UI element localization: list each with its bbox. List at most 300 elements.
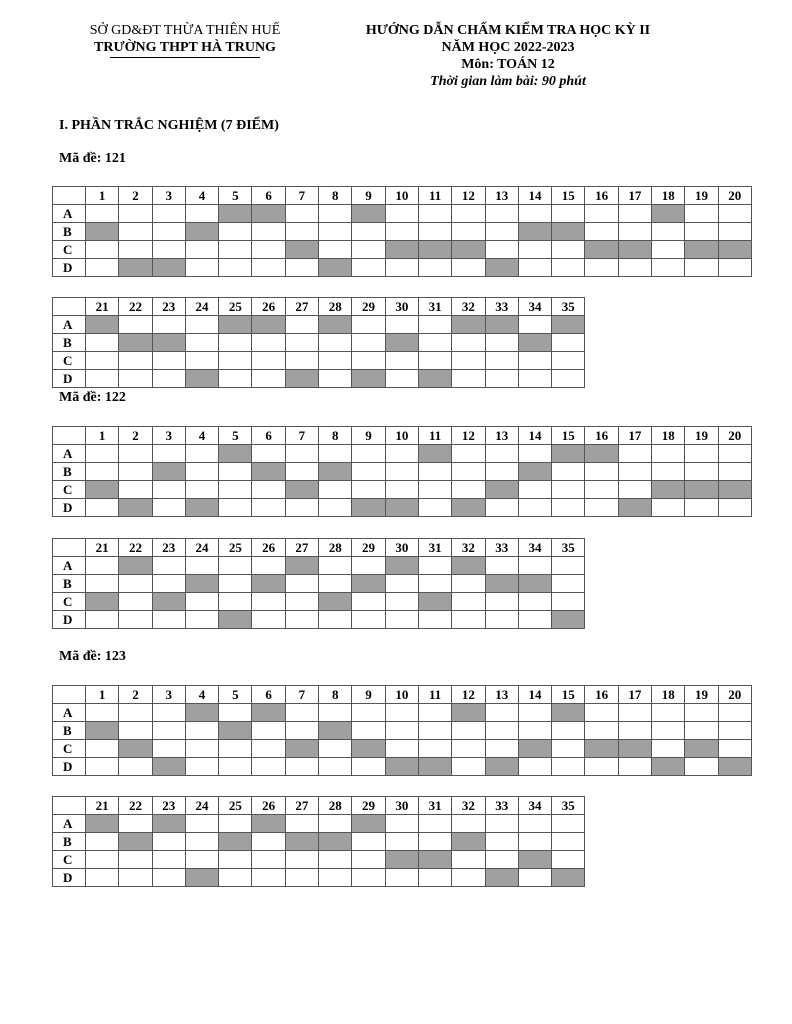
- option-label: A: [53, 205, 86, 223]
- question-number: 15: [552, 187, 585, 205]
- question-number: 25: [219, 298, 252, 316]
- option-row-b: [53, 334, 585, 352]
- answer-cell: [119, 241, 152, 259]
- question-number: 11: [418, 686, 451, 704]
- answer-cell-selected: [219, 316, 252, 334]
- option-row-a: [53, 445, 752, 463]
- answer-cell: [485, 833, 518, 851]
- answer-cell-selected: [352, 499, 385, 517]
- answer-cell: [385, 463, 418, 481]
- answer-cell: [685, 499, 718, 517]
- answer-cell: [452, 722, 485, 740]
- answer-cell: [485, 593, 518, 611]
- answer-cell: [252, 593, 285, 611]
- answer-cell: [185, 205, 218, 223]
- question-number: 9: [352, 427, 385, 445]
- corner-cell: [53, 797, 86, 815]
- answer-cell: [552, 851, 585, 869]
- exam-code-label: Mã đề: 122: [59, 390, 126, 405]
- answer-cell-selected: [152, 334, 185, 352]
- answer-cell-selected: [552, 869, 585, 887]
- question-number: 8: [319, 187, 352, 205]
- question-number: 22: [119, 298, 152, 316]
- answer-cell: [352, 352, 385, 370]
- answer-cell: [552, 557, 585, 575]
- answer-cell: [119, 722, 152, 740]
- answer-cell: [518, 704, 551, 722]
- answer-cell: [285, 316, 318, 334]
- answer-cell: [219, 740, 252, 758]
- question-number: 11: [418, 187, 451, 205]
- corner-cell: [53, 187, 86, 205]
- answer-cell: [452, 575, 485, 593]
- answer-cell-selected: [418, 851, 451, 869]
- answer-cell: [418, 722, 451, 740]
- answer-cell: [585, 259, 618, 277]
- question-number: 32: [452, 298, 485, 316]
- answer-grid-121-part1: [52, 186, 752, 277]
- school-underline: [110, 57, 260, 58]
- question-number: 13: [485, 427, 518, 445]
- answer-cell: [618, 481, 651, 499]
- answer-cell: [86, 352, 119, 370]
- answer-cell: [385, 481, 418, 499]
- answer-cell: [685, 205, 718, 223]
- answer-cell: [352, 223, 385, 241]
- answer-cell-selected: [685, 241, 718, 259]
- answer-cell: [452, 463, 485, 481]
- question-number: 34: [518, 539, 551, 557]
- question-number: 29: [352, 797, 385, 815]
- answer-cell: [652, 463, 685, 481]
- answer-cell: [319, 223, 352, 241]
- option-label: B: [53, 575, 86, 593]
- question-number-row: [53, 686, 752, 704]
- answer-cell: [518, 352, 551, 370]
- answer-cell: [618, 205, 651, 223]
- answer-cell: [452, 259, 485, 277]
- answer-cell: [86, 463, 119, 481]
- answer-cell-selected: [352, 815, 385, 833]
- option-row-c: [53, 481, 752, 499]
- option-label: B: [53, 223, 86, 241]
- answer-cell-selected: [552, 445, 585, 463]
- question-number: 27: [285, 539, 318, 557]
- answer-cell-selected: [452, 704, 485, 722]
- answer-cell-selected: [219, 205, 252, 223]
- answer-cell-selected: [385, 499, 418, 517]
- answer-cell-selected: [718, 758, 751, 776]
- answer-cell: [452, 758, 485, 776]
- answer-cell-selected: [418, 758, 451, 776]
- answer-cell: [652, 722, 685, 740]
- answer-cell: [452, 205, 485, 223]
- option-row-d: [53, 499, 752, 517]
- answer-cell: [86, 833, 119, 851]
- answer-cell: [285, 758, 318, 776]
- answer-grid-123-part1: [52, 685, 752, 776]
- answer-cell-selected: [685, 740, 718, 758]
- answer-cell: [585, 722, 618, 740]
- answer-cell-selected: [385, 241, 418, 259]
- answer-cell: [385, 833, 418, 851]
- answer-cell: [385, 370, 418, 388]
- option-label: D: [53, 259, 86, 277]
- answer-cell-selected: [385, 334, 418, 352]
- question-number: 14: [518, 187, 551, 205]
- answer-cell: [418, 316, 451, 334]
- option-label: A: [53, 445, 86, 463]
- answer-cell-selected: [152, 758, 185, 776]
- answer-cell: [485, 557, 518, 575]
- question-number: 22: [119, 797, 152, 815]
- option-label: C: [53, 740, 86, 758]
- answer-cell: [652, 704, 685, 722]
- answer-cell-selected: [86, 481, 119, 499]
- answer-cell: [552, 370, 585, 388]
- answer-cell: [152, 352, 185, 370]
- answer-cell-selected: [552, 316, 585, 334]
- answer-cell: [552, 352, 585, 370]
- answer-cell: [352, 557, 385, 575]
- answer-cell: [285, 611, 318, 629]
- option-label: A: [53, 815, 86, 833]
- question-number: 18: [652, 427, 685, 445]
- option-label: C: [53, 241, 86, 259]
- answer-cell-selected: [86, 722, 119, 740]
- answer-cell: [86, 611, 119, 629]
- question-number: 16: [585, 427, 618, 445]
- answer-cell: [385, 815, 418, 833]
- corner-cell: [53, 427, 86, 445]
- question-number: 7: [285, 427, 318, 445]
- answer-cell-selected: [252, 815, 285, 833]
- answer-cell-selected: [119, 557, 152, 575]
- answer-cell: [252, 869, 285, 887]
- answer-cell: [185, 815, 218, 833]
- answer-cell: [119, 205, 152, 223]
- corner-cell: [53, 539, 86, 557]
- answer-cell: [518, 557, 551, 575]
- question-number: 13: [485, 686, 518, 704]
- question-number: 11: [418, 427, 451, 445]
- question-number: 3: [152, 427, 185, 445]
- answer-cell: [119, 316, 152, 334]
- question-number: 10: [385, 187, 418, 205]
- answer-cell-selected: [552, 611, 585, 629]
- answer-cell: [618, 758, 651, 776]
- answer-cell: [585, 223, 618, 241]
- answer-cell-selected: [219, 722, 252, 740]
- answer-cell: [452, 593, 485, 611]
- answer-cell-selected: [352, 740, 385, 758]
- question-number: 30: [385, 797, 418, 815]
- answer-cell: [319, 851, 352, 869]
- answer-cell: [319, 205, 352, 223]
- answer-cell: [585, 499, 618, 517]
- answer-cell: [252, 758, 285, 776]
- answer-cell: [552, 833, 585, 851]
- question-number: 6: [252, 187, 285, 205]
- answer-cell: [185, 611, 218, 629]
- answer-cell: [552, 205, 585, 223]
- answer-cell: [185, 557, 218, 575]
- question-number: 30: [385, 539, 418, 557]
- question-number-row: [53, 187, 752, 205]
- answer-cell-selected: [552, 223, 585, 241]
- answer-cell: [285, 815, 318, 833]
- answer-cell: [552, 815, 585, 833]
- question-number: 34: [518, 797, 551, 815]
- answer-cell: [152, 611, 185, 629]
- answer-cell-selected: [152, 815, 185, 833]
- answer-cell: [252, 352, 285, 370]
- question-number: 35: [552, 539, 585, 557]
- subject: Môn: TOÁN 12: [461, 57, 555, 72]
- question-number: 32: [452, 539, 485, 557]
- answer-cell: [552, 481, 585, 499]
- option-row-d: [53, 758, 752, 776]
- answer-cell: [285, 463, 318, 481]
- answer-cell-selected: [185, 869, 218, 887]
- answer-cell: [352, 704, 385, 722]
- question-number: 23: [152, 298, 185, 316]
- answer-cell: [86, 334, 119, 352]
- answer-cell: [452, 815, 485, 833]
- answer-cell: [518, 833, 551, 851]
- answer-cell: [185, 352, 218, 370]
- question-number: 25: [219, 539, 252, 557]
- answer-cell: [518, 869, 551, 887]
- answer-cell: [285, 205, 318, 223]
- answer-cell: [385, 740, 418, 758]
- answer-cell: [252, 557, 285, 575]
- answer-cell-selected: [185, 575, 218, 593]
- answer-grid-122-part1: [52, 426, 752, 517]
- question-number: 7: [285, 686, 318, 704]
- question-number: 33: [485, 539, 518, 557]
- answer-cell: [385, 445, 418, 463]
- answer-cell: [685, 259, 718, 277]
- answer-cell: [352, 481, 385, 499]
- answer-cell: [319, 869, 352, 887]
- answer-cell: [618, 223, 651, 241]
- question-number: 31: [418, 797, 451, 815]
- answer-cell-selected: [585, 740, 618, 758]
- answer-cell-selected: [352, 205, 385, 223]
- answer-cell: [485, 815, 518, 833]
- answer-cell: [319, 740, 352, 758]
- answer-cell: [152, 205, 185, 223]
- option-label: D: [53, 370, 86, 388]
- answer-cell: [418, 611, 451, 629]
- answer-cell: [86, 259, 119, 277]
- answer-cell: [252, 611, 285, 629]
- answer-cell: [718, 704, 751, 722]
- answer-cell-selected: [252, 704, 285, 722]
- answer-cell-selected: [485, 869, 518, 887]
- answer-cell: [418, 869, 451, 887]
- answer-cell: [418, 463, 451, 481]
- answer-cell: [119, 481, 152, 499]
- answer-cell: [518, 499, 551, 517]
- answer-cell: [552, 259, 585, 277]
- answer-cell-selected: [185, 499, 218, 517]
- answer-cell: [252, 833, 285, 851]
- option-label: C: [53, 593, 86, 611]
- answer-cell: [518, 241, 551, 259]
- answer-cell: [219, 704, 252, 722]
- answer-cell: [285, 851, 318, 869]
- option-label: B: [53, 334, 86, 352]
- answer-cell: [219, 758, 252, 776]
- answer-cell: [152, 499, 185, 517]
- question-number: 1: [86, 686, 119, 704]
- answer-cell: [319, 334, 352, 352]
- answer-cell: [685, 445, 718, 463]
- answer-cell: [252, 722, 285, 740]
- answer-cell: [418, 499, 451, 517]
- answer-cell: [86, 851, 119, 869]
- answer-cell: [219, 499, 252, 517]
- answer-cell-selected: [418, 241, 451, 259]
- answer-cell: [285, 334, 318, 352]
- answer-cell-selected: [518, 463, 551, 481]
- answer-cell-selected: [452, 557, 485, 575]
- question-number: 23: [152, 539, 185, 557]
- answer-cell: [285, 352, 318, 370]
- question-number: 4: [185, 187, 218, 205]
- option-row-b: [53, 833, 585, 851]
- answer-cell-selected: [285, 740, 318, 758]
- question-number: 19: [685, 427, 718, 445]
- answer-cell: [352, 445, 385, 463]
- question-number: 14: [518, 686, 551, 704]
- answer-cell: [585, 463, 618, 481]
- answer-cell-selected: [618, 499, 651, 517]
- answer-cell-selected: [518, 740, 551, 758]
- answer-cell: [652, 241, 685, 259]
- answer-cell: [152, 316, 185, 334]
- answer-cell: [319, 241, 352, 259]
- answer-cell: [319, 499, 352, 517]
- answer-cell-selected: [452, 316, 485, 334]
- question-number: 19: [685, 187, 718, 205]
- question-number: 12: [452, 427, 485, 445]
- answer-cell: [685, 463, 718, 481]
- option-label: B: [53, 722, 86, 740]
- answer-cell: [618, 463, 651, 481]
- answer-cell: [452, 352, 485, 370]
- answer-cell: [252, 370, 285, 388]
- question-number: 18: [652, 187, 685, 205]
- answer-cell: [86, 241, 119, 259]
- answer-cell: [252, 851, 285, 869]
- answer-cell: [418, 704, 451, 722]
- corner-cell: [53, 298, 86, 316]
- answer-cell: [718, 223, 751, 241]
- answer-cell: [352, 316, 385, 334]
- answer-cell-selected: [319, 833, 352, 851]
- answer-cell-selected: [185, 370, 218, 388]
- answer-cell: [718, 499, 751, 517]
- answer-cell-selected: [119, 334, 152, 352]
- answer-cell: [485, 611, 518, 629]
- answer-cell: [685, 722, 718, 740]
- question-number: 33: [485, 298, 518, 316]
- answer-cell: [252, 259, 285, 277]
- answer-cell-selected: [119, 833, 152, 851]
- answer-cell-selected: [452, 499, 485, 517]
- answer-cell: [319, 481, 352, 499]
- answer-cell-selected: [252, 575, 285, 593]
- answer-cell: [718, 463, 751, 481]
- question-number: 25: [219, 797, 252, 815]
- option-row-b: [53, 463, 752, 481]
- question-number: 17: [618, 427, 651, 445]
- question-number: 26: [252, 298, 285, 316]
- answer-cell: [319, 815, 352, 833]
- option-row-d: [53, 611, 585, 629]
- answer-cell: [219, 241, 252, 259]
- answer-cell: [252, 481, 285, 499]
- question-number: 32: [452, 797, 485, 815]
- answer-cell: [485, 740, 518, 758]
- answer-cell-selected: [319, 259, 352, 277]
- answer-cell: [86, 869, 119, 887]
- question-number: 2: [119, 187, 152, 205]
- answer-cell: [152, 223, 185, 241]
- question-number: 8: [319, 686, 352, 704]
- option-row-a: [53, 205, 752, 223]
- answer-cell: [219, 481, 252, 499]
- answer-cell: [285, 499, 318, 517]
- option-row-d: [53, 869, 585, 887]
- question-number: 16: [585, 686, 618, 704]
- question-number: 31: [418, 298, 451, 316]
- answer-grid-121-part2: [52, 297, 585, 388]
- answer-cell-selected: [418, 445, 451, 463]
- answer-cell-selected: [285, 481, 318, 499]
- answer-cell: [119, 815, 152, 833]
- answer-cell: [219, 463, 252, 481]
- answer-cell: [252, 241, 285, 259]
- answer-cell: [385, 205, 418, 223]
- answer-cell: [485, 334, 518, 352]
- answer-cell: [86, 704, 119, 722]
- answer-cell-selected: [385, 758, 418, 776]
- answer-cell-selected: [252, 205, 285, 223]
- answer-cell: [319, 704, 352, 722]
- question-number: 35: [552, 298, 585, 316]
- answer-cell: [718, 445, 751, 463]
- answer-cell: [685, 758, 718, 776]
- question-number: 22: [119, 539, 152, 557]
- question-number: 28: [319, 539, 352, 557]
- answer-cell: [485, 205, 518, 223]
- question-number: 16: [585, 187, 618, 205]
- answer-cell: [385, 575, 418, 593]
- answer-cell-selected: [652, 205, 685, 223]
- answer-cell: [119, 223, 152, 241]
- answer-cell: [385, 223, 418, 241]
- school-year: NĂM HỌC 2022-2023: [441, 40, 575, 55]
- answer-cell: [119, 758, 152, 776]
- option-row-a: [53, 815, 585, 833]
- answer-cell: [185, 445, 218, 463]
- answer-cell: [718, 722, 751, 740]
- answer-cell: [86, 740, 119, 758]
